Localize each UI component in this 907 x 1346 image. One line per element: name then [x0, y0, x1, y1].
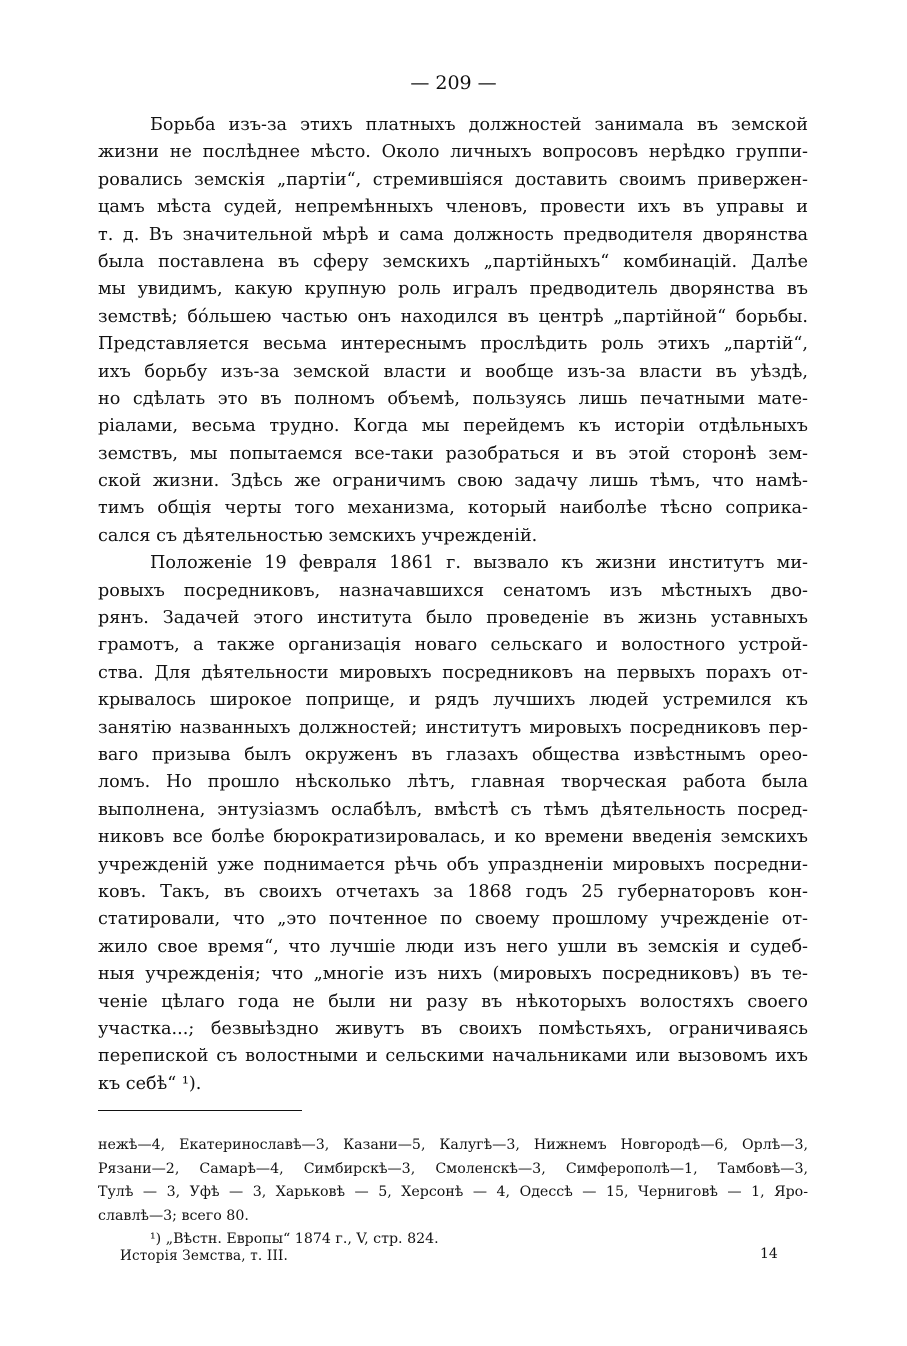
text-line: ской жизни. Здѣсь же ограничимъ свою задачу лишь тѣмъ, что намѣ- — [98, 471, 808, 492]
sheet-number: 14 — [760, 1246, 778, 1262]
text-line: земствѣ; бóльшею частью онъ находился въ центрѣ „партійной“ борьбы. — [98, 306, 808, 327]
text-line: учрежденій уже поднимается рѣчь объ упраздненіи мировыхъ посредни- — [98, 854, 808, 875]
text-line: занятію названныхъ должностей; институтъ мировыхъ посредниковъ пер- — [98, 717, 808, 738]
text-line: ломъ. Но прошло нѣсколько лѣтъ, главная творческая работа была — [98, 772, 808, 793]
text-line: была поставлена въ сферу земскихъ „партійныхъ“ комбинацій. Далѣе — [98, 251, 808, 272]
page-number: — 209 — — [410, 72, 497, 94]
text-line: ровались земскія „партіи“, стремившіяся доставить своимъ привержен- — [98, 169, 808, 190]
footnote-line: Тулѣ — 3, Уфѣ — 3, Харьковѣ — 5, Херсонѣ — 4, Одессѣ — 15, Черниговѣ — 1, Яро- — [98, 1184, 808, 1200]
text-line: сался съ дѣятельностью земскихъ учрежденій. — [98, 525, 538, 546]
body-text — [98, 112, 808, 1098]
text-line: Положеніе 19 февраля 1861 г. вызвало къ жизни институтъ ми- — [150, 553, 808, 574]
text-line: жило свое время“, что лучшіе люди изъ него ушли въ земскія и судеб- — [98, 936, 808, 957]
text-line: участка...; безвыѣздно живутъ въ своихъ помѣстьяхъ, ограничиваясь — [98, 1018, 808, 1039]
text-line: Представляется весьма интереснымъ прослѣдить роль этихъ „партій“, — [98, 334, 808, 355]
text-line: цамъ мѣста судей, непремѣнныхъ членовъ, провести ихъ въ управы и — [98, 197, 808, 218]
text-line: крывалось широкое поприще, и рядъ лучшихъ людей устремился къ — [98, 690, 808, 711]
footnote-1: ¹) „Вѣстн. Европы“ 1874 г., V, стр. 824. — [150, 1231, 439, 1247]
text-line: перепиской съ волостными и сельскими начальниками или вызовомъ ихъ — [98, 1046, 808, 1067]
text-line: ріалами, весьма трудно. Когда мы перейдемъ къ исторіи отдѣльныхъ — [98, 416, 808, 437]
text-line: выполнена, энтузіазмъ ослабѣлъ, вмѣстѣ съ тѣмъ дѣятельность посред- — [98, 799, 808, 820]
text-line: ковъ. Такъ, въ своихъ отчетахъ за 1868 годъ 25 губернаторовъ кон- — [98, 881, 808, 902]
footnote-divider — [98, 1110, 302, 1111]
text-line: ства. Для дѣятельности мировыхъ посредниковъ на первыхъ порахъ от- — [98, 662, 808, 683]
footnote-line: нежѣ—4, Екатеринославѣ—3, Казани—5, Калугѣ—3, Нижнемъ Новгородѣ—6, Орлѣ—3, — [98, 1137, 808, 1153]
text-line: къ себѣ“ ¹). — [98, 1073, 202, 1094]
text-line: Борьба изъ-за этихъ платныхъ должностей занимала въ земской — [150, 115, 808, 135]
text-line: рянъ. Задачей этого института было проведеніе въ жизнь уставныхъ — [98, 608, 808, 629]
text-line: никовъ все болѣе бюрократизировалась, и ко времени введенія земскихъ — [98, 827, 808, 848]
text-line: статировали, что „это почтенное по своему прошлому учрежденіе от- — [98, 909, 808, 930]
text-line: ваго призыва былъ окруженъ въ глазахъ общества извѣстнымъ орео- — [98, 744, 808, 765]
text-line: грамотъ, а также организація новаго сельскаго и волостного устрой- — [98, 635, 808, 656]
footnote-line: славлѣ—3; всего 80. — [98, 1207, 249, 1224]
text-line: т. д. Въ значительной мѣрѣ и сама должность предводителя дворянства — [98, 224, 808, 245]
text-line: ныя учрежденія; что „многіе изъ нихъ (мировыхъ посредниковъ) въ те- — [98, 964, 808, 985]
text-line: мы увидимъ, какую крупную роль игралъ предводитель дворянства въ — [98, 279, 808, 300]
paragraph-2 — [98, 550, 808, 1098]
text-line: но сдѣлать это въ полномъ объемѣ, пользуясь лишь печатными мате- — [98, 388, 808, 409]
text-line: земствъ, мы попытаемся все-таки разобраться и въ этой сторонѣ зем- — [98, 443, 808, 464]
text-line: тимъ общія черты того механизма, который наиболѣе тѣсно соприка- — [98, 498, 808, 519]
footnote-line: Рязани—2, Самарѣ—4, Симбирскѣ—3, Смоленскѣ—3, Симферополѣ—1, Тамбовѣ—3, — [98, 1160, 808, 1177]
paragraph-1 — [98, 112, 808, 550]
footnotes — [98, 1134, 808, 1252]
text-line: ихъ борьбу изъ-за земской власти и вообще изъ-за власти въ уѣздѣ, — [98, 361, 808, 382]
text-line: ровыхъ посредниковъ, назначавшихся сенатомъ изъ мѣстныхъ дво- — [98, 580, 808, 601]
printer-signature: Исторія Земства, т. III. — [120, 1248, 288, 1264]
text-line: ченіе цѣлаго года не были ни разу въ нѣкоторыхъ волостяхъ своего — [98, 991, 808, 1012]
text-line: жизни не послѣднее мѣсто. Около личныхъ вопросовъ нерѣдко группи- — [98, 142, 808, 163]
